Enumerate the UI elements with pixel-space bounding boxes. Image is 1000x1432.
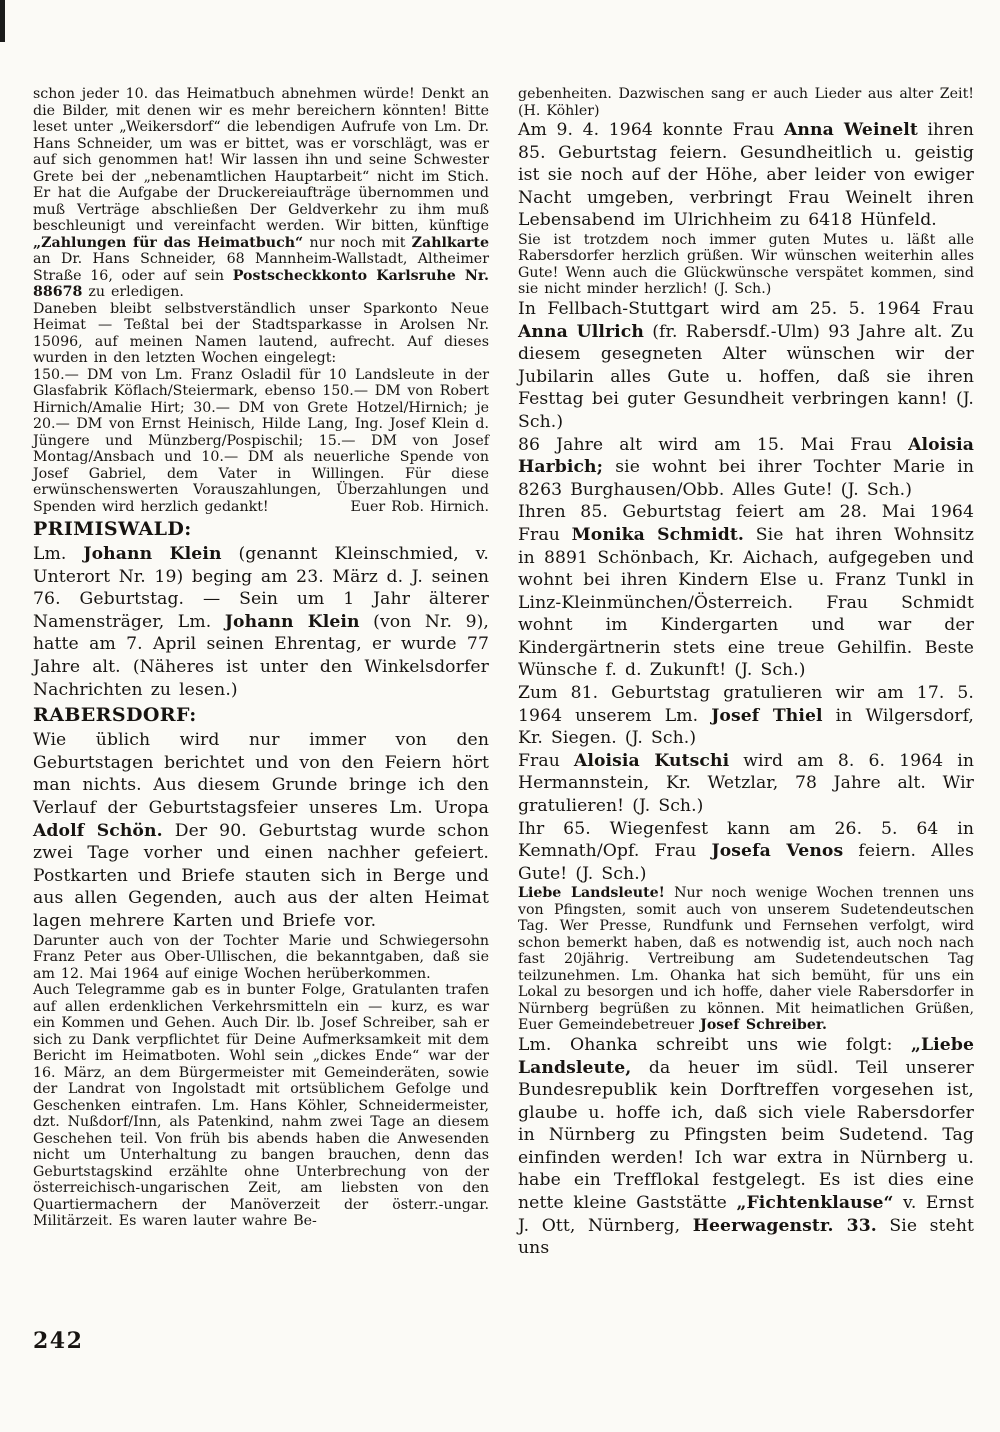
bold-text-run: Aloisia Kutschi — [573, 750, 730, 771]
text-run: Nur noch wenige Wochen trennen uns von Pfingsten, somit auch von unserem Sudetendeutschen Tag. Wer Presse, Rundfunk und Fernsehen verfolgt, wird schon bemerkt haben, daß es notwendig ist, auch noch nach fast 20jährig. Vertreibung am Sudetendeutschen Tag teilzunehmen. Lm. Ohanka hat sich bemüht, für uns ein Lokal zu besorgen und ich hoffe, daher viele Rabersdorfer in Nürnberg begrüßen zu können. Mit heimatlichen Grüßen, Euer Gemeindebetreuer — [518, 885, 974, 1034]
text-run: an Dr. Hans Schneider, 68 Mannheim-Wallstadt, Altheimer Straße 16, oder auf sein — [33, 251, 489, 284]
bold-text-run: Anna Ullrich — [518, 321, 644, 342]
text-run: Wie üblich wird nur immer von den Geburtstagen berichtet und von den Feiern hört man nichts. Aus diesem Grunde bringe ich den Verlauf der Geburtstagsfeier unseres Lm. Uropa — [33, 730, 489, 818]
text-run: ihren 85. Geburtstag feiern. Gesundheitlich u. geistig ist sie noch auf der Höhe, aber leider von ewiger Nacht umgeben, verbringt Frau Weinelt ihren Lebensabend im Ulrichheim zu 6418 Hünfeld. — [518, 120, 974, 231]
paragraph — [518, 119, 974, 232]
bold-text-run: „Fichtenklause“ — [736, 1193, 894, 1214]
paragraph — [518, 750, 974, 818]
section-heading — [33, 518, 489, 541]
text-run: Der 90. Geburtstag wurde schon zwei Tage vorher und einen nachher gefeiert. Postkarten und Briefe stauten sich in Berge und aus allen Gegenden, auch aus der alten Heimat lagen mehrere Karten und Briefe vor. — [33, 820, 489, 931]
text-run: Sie hat ihren Wohnsitz in 8891 Schönbach, Kr. Aichach, aufgegeben und wohnt bei ihren Kindern Else u. Franz Tunkl in Linz-Kleinmünchen/Österreich. Frau Schmidt wohnt im Kindergarten und war der Kindergärtnerin stets eine treue Gehilfin. Beste Wünsche f. d. Zukunft! (J. Sch.) — [518, 524, 975, 681]
text-run: Frau — [518, 750, 574, 771]
bold-text-run: Zahlkarte — [411, 234, 489, 251]
bold-text-run: Johann Klein — [224, 611, 360, 632]
text-run: Ihr 65. Wiegenfest kann am 26. 5. 64 in Kemnath/Opf. Frau — [518, 818, 974, 862]
paragraph — [518, 298, 974, 434]
bold-text-run: Josefa Venos — [711, 841, 844, 862]
bold-text-run: Aloisia Harbich; — [518, 434, 974, 478]
text-run: Daneben bleibt selbstverständlich unser Sparkonto Neue Heimat — Teßtal bei der Stadtsparkasse in Arolsen Nr. 15096, auf meinen Namen lautend, aufrecht. Auf dieses wurden in den letzten Wochen eingelegt: — [33, 300, 489, 366]
text-run: In Fellbach-Stuttgart wird am 25. 5. 1964 Frau — [518, 298, 974, 319]
text-column-right — [518, 86, 974, 1260]
text-run: zu erledigen. — [82, 284, 184, 300]
text-run: v. Ernst J. Ott, Nürnberg, — [518, 1193, 974, 1236]
text-run: Ihren 85. Geburtstag feiert am 28. Mai 1964 Frau — [518, 502, 974, 545]
text-run: 86 Jahre alt wird am 15. Mai Frau — [518, 434, 909, 455]
text-run: 150.— DM von Lm. Franz Osladil für 10 Landsleute in der Glasfabrik Köflach/Steiermark, ebenso 150.— DM von Robert Hirnich/Amalie Hirt; 30.— DM von Grete Hotzel/Hirnich; je 20.— DM von Ernst Heinisch, Hilde Lang, Ing. Josef Klein d. Jüngere und Münzberg/Pospischil; 15.— DM von Josef Montag/Ansbach und 10.— DM als neuerliche Spende von Josef Gabriel, dem Vater in Willingen. Für diese erwünschenswerten Vorauszahlungen, Überzahlungen und Spenden wird herzlich gedankt! — [33, 366, 489, 515]
text-run: Sie steht uns — [518, 1215, 975, 1259]
text-run: da heuer im südl. Teil unserer Bundesrepublik kein Dorftreffen vorgesehen ist, glaube u. hoffe ich, daß sich viele Rabersdorfer in Nürnberg zu Pfingsten beim Sudetend. Tag einfinden werden! Ich war extra in Nürnberg u. habe ein Trefflokal festgelegt. Es ist dies eine nette kleine Gaststätte — [518, 1057, 974, 1214]
bold-text-run: Postscheckkonto Karlsruhe Nr. 88678 — [33, 267, 489, 300]
text-run: Euer Rob. Hirnich. — [350, 498, 489, 515]
text-run: Lm. Ohanka schreibt uns wie folgt: — [518, 1034, 911, 1055]
paragraph — [33, 367, 489, 516]
paragraph — [33, 543, 489, 701]
text-run: (genannt Kleinschmied, v. Unterort Nr. 19) beging am 23. März d. J. seinen 76. Geburtstag. — Sein um 1 Jahr älterer Namensträger, Lm. — [33, 544, 489, 632]
bold-text-run: Monika Schmidt. — [571, 524, 744, 545]
paragraph — [518, 682, 974, 750]
text-run: Am 9. 4. 1964 konnte Frau — [518, 120, 784, 140]
paragraph — [33, 301, 489, 367]
paragraph — [518, 501, 974, 682]
text-run: (fr. Rabersdf.-Ulm) 93 Jahre alt. Zu diesem gesegneten Alter wünschen wir der Jubilarin alles Gute u. hoffen, daß sie ihren Festtag bei guter Gesundheit verbringen kann! (J. Sch.) — [518, 321, 974, 432]
paragraph — [518, 434, 974, 502]
text-run: Sie ist trotzdem noch immer guten Mutes u. läßt alle Rabersdorfer herzlich grüßen. Wir wünschen weiterhin alles Gute! Wenn auch die Glückwünsche verspätet kommen, sind sie nicht minder herzlich! (J. Sch.) — [518, 231, 974, 298]
paragraph — [518, 885, 974, 1034]
paragraph — [33, 982, 489, 1230]
paragraph — [518, 86, 974, 119]
bold-text-run: Adolf Schön. — [33, 820, 163, 841]
text-run: Darunter auch von der Tochter Marie und Schwiegersohn Franz Peter aus Ober-Ullischen, die bekanntgaben, daß sie am 12. Mai 1964 auf einige Wochen herüberkommen. — [33, 932, 489, 982]
paragraph — [33, 729, 489, 932]
text-run: Zum 81. Geburtstag gratulieren wir am 17. 5. 1964 unserem Lm. — [518, 683, 974, 726]
bold-text-run: Heerwagenstr. 33. — [692, 1215, 877, 1236]
text-run: wird am 8. 6. 1964 in Hermannstein, Kr. Wetzlar, 78 Jahre alt. Wir gratulieren! (J. Sch.) — [518, 750, 975, 817]
page-number: 242 — [33, 1328, 84, 1354]
text-run: Lm. — [33, 544, 84, 564]
paragraph — [518, 818, 974, 886]
paragraph — [33, 933, 489, 983]
bold-text-run: Johann Klein — [83, 544, 222, 564]
text-run: in Wilgersdorf, Kr. Siegen. (J. Sch.) — [518, 705, 974, 749]
text-run: schon jeder 10. das Heimatbuch abnehmen würde! Denkt an die Bilder, mit denen wir es mehr bereichern könnten! Bitte leset unter „Weikersdorf“ die lebendigen Aufrufe von Lm. Dr. Hans Schneider, um was er bittet, was er vorschlägt, was er auf sich genommen hat! Wir lassen ihn und seine Schwester Grete bei der „nebenamtlichen Hauptarbeit“ nicht im Stich. Er hat die Aufgabe der Druckereiaufträge übernommen und muß Verträge abschließen Der Geldverkehr zu ihm muß beschleunigt und vereinfacht werden. Wir bitten, künftige — [33, 86, 489, 234]
text-run: Auch Telegramme gab es in bunter Folge, Gratulanten trafen auf allen erdenklichen Verkehrsmitteln ein — kurz, es war ein Kommen und Gehen. Auch Dir. lb. Josef Schreiber, sah er sich zu Dank verpflichtet für Deine Aufmerksamkeit mit dem Bericht im Heimatboten. Wohl sein „dickes Ende“ war der 16. März, an dem Bürgermeister mit Gemeinderäten, sowie der Landrat von Ingolstadt mit ortsüblichem Gefolge und Geschenken eintrafen. Lm. Hans Köhler, Schneidermeister, dzt. Nußdorf/Inn, als Patenkind, nahm zwei Tage an diesem Geschehen teil. Von früh bis abends haben die Anwesenden nicht um Unterhaltung zu bangen brauchen, denn das Geburtstagskind erzählte ohne Unterbrechung von der österreichisch-ungarischen Zeit, am liebsten von den Quartiermachern der Manöverzeit der österr.-ungar. Militärzeit. Es waren lauter wahre Be- — [33, 982, 489, 1229]
paragraph — [33, 86, 489, 301]
bold-text-run: PRIMISWALD: — [33, 518, 192, 540]
bold-text-run: Anna Weinelt — [784, 120, 918, 140]
bold-text-run: Liebe Landsleute! — [518, 885, 665, 902]
bold-text-run: „Liebe Landsleute, — [518, 1034, 974, 1078]
paragraph — [518, 232, 974, 298]
text-column-left — [33, 86, 489, 1230]
scan-edge-artifact — [0, 0, 5, 42]
section-heading — [33, 704, 489, 727]
paragraph — [518, 1034, 974, 1260]
text-run: sie wohnt bei ihrer Tochter Marie in 8263 Burghausen/Obb. Alles Gute! (J. Sch.) — [518, 457, 974, 500]
bold-text-run: „Zahlungen für das Heimatbuch“ — [33, 234, 304, 251]
bold-text-run: Josef Schreiber. — [700, 1017, 827, 1034]
text-run: gebenheiten. Dazwischen sang er auch Lieder aus alter Zeit! (H. Köhler) — [518, 86, 974, 119]
text-run: feiern. Alles Gute! (J. Sch.) — [518, 841, 974, 884]
bold-text-run: Josef Thiel — [711, 705, 823, 726]
text-run: nur noch mit — [303, 234, 412, 251]
bold-text-run: RABERSDORF: — [33, 704, 197, 727]
text-run: (von Nr. 9), hatte am 7. April seinen Ehrentag, er wurde 77 Jahre alt. (Näheres ist unter den Winkelsdorfer Nachrichten zu lesen.) — [33, 611, 489, 700]
